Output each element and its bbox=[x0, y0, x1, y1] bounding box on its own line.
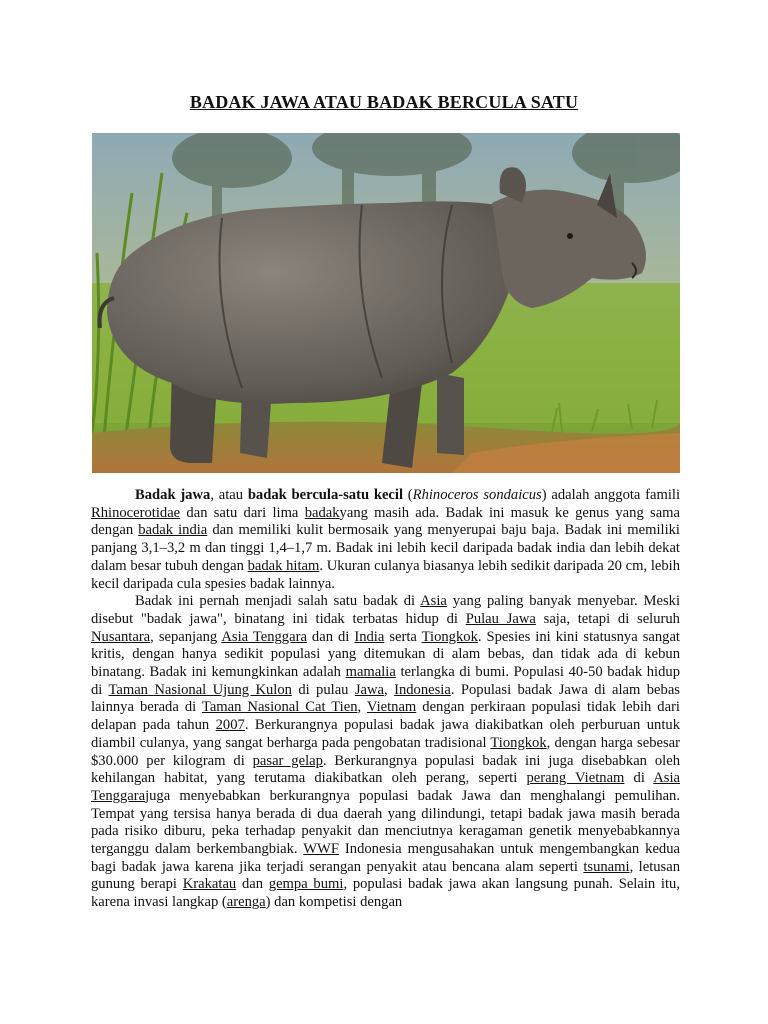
bold-term: badak bercula-satu kecil bbox=[247, 487, 404, 503]
rhino-photo bbox=[92, 133, 680, 473]
text-run: saja, tetapi di seluruh bbox=[535, 610, 680, 627]
article-body bbox=[91, 487, 680, 912]
text-run: yang paling banyak menyebar. Meski disebut "badak jawa", binatang ini tidak terbatas hidup di bbox=[91, 593, 681, 627]
link-indonesia[interactable]: Indonesia bbox=[394, 681, 451, 698]
link-tiongkok[interactable]: Tiongkok bbox=[421, 628, 478, 645]
text-run: . Berkurangnya populasi badak jawa diakibatkan oleh perburuan untuk diambil culanya, yang sangat berharga pada pengobatan tradisional bbox=[91, 717, 680, 751]
link-krakatau[interactable]: Krakatau bbox=[182, 876, 237, 893]
text-run: ) adalah anggota famili bbox=[541, 487, 681, 503]
text-run: yang masih ada. Badak ini masuk ke genus yang sama dengan bbox=[91, 504, 681, 539]
link-asia-tenggara-2[interactable]: Asia Tenggara bbox=[91, 770, 681, 804]
text-run: , bbox=[357, 699, 367, 716]
link-taman-nasional-ujung-kulon[interactable]: Taman Nasional Ujung Kulon bbox=[108, 681, 292, 698]
text-run: di pulau bbox=[291, 681, 355, 698]
text-run: terlangka di bumi. Populasi 40-50 badak hidup di bbox=[91, 664, 680, 698]
text-run: dan di bbox=[306, 628, 355, 645]
scientific-name: Rhinoceros sondaicus bbox=[412, 487, 542, 503]
text-run: dan bbox=[236, 876, 269, 893]
link-perang-vietnam[interactable]: perang Vietnam bbox=[526, 770, 625, 787]
text-run: . Ukuran culanya biasanya lebih sedikit daripada 20 cm, lebih kecil daripada cula spesies badak lainnya. bbox=[91, 557, 680, 592]
link-badak-hitam[interactable]: badak hitam bbox=[247, 557, 320, 574]
paragraph-1 bbox=[91, 487, 680, 593]
link-india[interactable]: India bbox=[354, 628, 385, 645]
page-title: BADAK JAWA ATAU BADAK BERCULA SATU bbox=[189, 92, 579, 112]
link-jawa[interactable]: Jawa bbox=[354, 681, 385, 698]
text-run: , sepanjang bbox=[150, 628, 222, 645]
link-badak[interactable]: badak bbox=[304, 504, 340, 521]
text-run: serta bbox=[384, 628, 422, 645]
link-tsunami[interactable]: tsunami bbox=[583, 858, 630, 875]
bold-term: Badak jawa bbox=[135, 487, 211, 503]
link-asia[interactable]: Asia bbox=[420, 593, 447, 610]
text-run: . Populasi badak Jawa di alam bebas lainnya berada di bbox=[91, 681, 680, 716]
text-run: , dengan harga sebesar $30.000 per kilogram di bbox=[91, 734, 680, 769]
text-run: dengan perkiraan populasi tidak lebih dari delapan pada tahun bbox=[91, 699, 680, 734]
link-arenga[interactable]: arenga bbox=[226, 894, 266, 911]
text-run: . Spesies ini kini statusnya sangat kritis, dengan hanya sedikit populasi yang ditemukan di alam bebas, dan tidak ada di kebun binatang. Badak ini kemungkinkan adalah bbox=[91, 628, 680, 681]
link-tiongkok-2[interactable]: Tiongkok bbox=[490, 734, 547, 751]
text-run: , bbox=[384, 681, 395, 698]
link-asia-tenggara[interactable]: Asia Tenggara bbox=[221, 628, 307, 645]
text-run: Indonesia mengusahakan untuk mengembangkan kedua bagi badak jawa karena jika terjadi serangan penyakit atau bencana alam seperti bbox=[91, 841, 680, 875]
text-run: ) dan kompetisi dengan bbox=[265, 894, 403, 911]
link-gempa-bumi[interactable]: gempa bumi bbox=[268, 876, 344, 893]
text-run: dan memiliki kulit bermosaik yang menyerupai baju baja. Badak ini memiliki panjang 3,1–3,2 m dan tinggi 1,4–1,7 m. Badak ini lebih kecil daripada badak india dan lebih dekat dalam besar tubuh dengan bbox=[91, 522, 680, 574]
link-pulau-jawa[interactable]: Pulau Jawa bbox=[465, 610, 536, 627]
link-pasar-gelap[interactable]: pasar gelap bbox=[252, 752, 323, 769]
text-run: . Berkurangnya populasi badak ini juga disebabkan oleh kehilangan habitat, yang terutama diakibatkan oleh perang, seperti bbox=[91, 752, 680, 787]
link-vietnam[interactable]: Vietnam bbox=[366, 699, 417, 716]
text-run: ( bbox=[403, 487, 413, 503]
link-nusantara[interactable]: Nusantara bbox=[91, 628, 151, 645]
paragraph-2 bbox=[91, 593, 680, 912]
text-run: juga menyebabkan berkurangnya populasi badak Jawa dan menghalangi pemulihan. Tempat yang tersisa hanya berada di dua daerah yang dilindungi, tetapi badak jawa masih berada pada risiko diburu, peka terhadap penyakit dan menciutnya keragaman genetik menyebabkannya terganggu dalam berkembangbiak. bbox=[91, 787, 680, 858]
link-badak-india[interactable]: badak india bbox=[138, 522, 208, 539]
link-mamalia[interactable]: mamalia bbox=[345, 664, 396, 681]
link-wwf[interactable]: WWF bbox=[303, 841, 339, 858]
text-run: Badak ini pernah menjadi salah satu badak di bbox=[135, 593, 421, 610]
link-taman-nasional-cat-tien[interactable]: Taman Nasional Cat Tien bbox=[201, 699, 358, 716]
link-rhinocerotidae[interactable]: Rhinocerotidae bbox=[91, 504, 181, 521]
text-run: dan satu dari lima bbox=[180, 504, 305, 521]
text-run: di bbox=[624, 770, 654, 787]
link-2007[interactable]: 2007 bbox=[215, 717, 245, 734]
text-run: , letusan gunung berapi bbox=[91, 858, 681, 893]
text-run: , atau bbox=[210, 487, 248, 503]
text-run: , populasi badak jawa akan langsung punah. Selain itu, karena invasi langkap ( bbox=[91, 876, 680, 911]
